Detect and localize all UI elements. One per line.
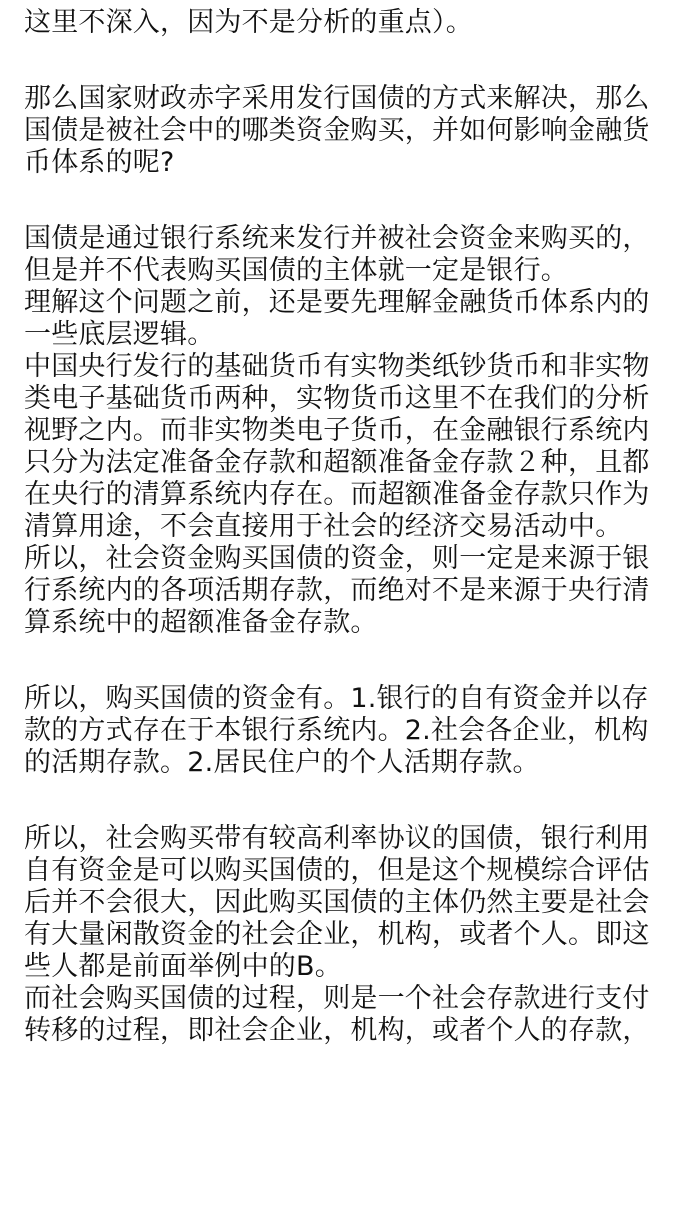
paragraph bbox=[24, 823, 687, 1047]
text-line: 只分为法定准备金存款和超额准备金存款２种，且都 bbox=[24, 447, 650, 478]
text-line: 那么国家财政赤字采用发行国债的方式来解决，那么 bbox=[24, 83, 650, 114]
text-line: 这里不深入，因为不是分析的重点）。 bbox=[24, 7, 473, 38]
text-line: 国债是通过银行系统来发行并被社会资金来购买的， bbox=[24, 223, 650, 254]
text-line: 清算用途，不会直接用于社会的经济交易活动中。 bbox=[24, 511, 623, 542]
text-line: 所以，社会资金购买国债的资金，则一定是来源于银 bbox=[24, 543, 650, 574]
text-line: 的活期存款。2.居民住户的个人活期存款。 bbox=[24, 747, 540, 778]
paragraph-gap bbox=[24, 39, 687, 83]
text-line: 转移的过程，即社会企业，机构，或者个人的存款， bbox=[24, 1015, 650, 1046]
paragraph bbox=[24, 7, 687, 39]
text-line: 中国央行发行的基础货币有实物类纸钞货币和非实物 bbox=[24, 351, 650, 382]
paragraph-gap bbox=[24, 779, 687, 823]
text-line: 但是并不代表购买国债的主体就一定是银行。 bbox=[24, 255, 568, 286]
text-line: 算系统中的超额准备金存款。 bbox=[24, 607, 378, 638]
paragraph bbox=[24, 683, 687, 779]
text-line: 后并不会很大，因此购买国债的主体仍然主要是社会 bbox=[24, 887, 650, 918]
text-line: 币体系的呢? bbox=[24, 147, 175, 178]
document-body bbox=[0, 7, 687, 1207]
paragraph bbox=[24, 223, 687, 639]
text-line: 视野之内。而非实物类电子货币，在金融银行系统内 bbox=[24, 415, 650, 446]
paragraph-gap bbox=[24, 639, 687, 683]
text-line: 在央行的清算系统内存在。而超额准备金存款只作为 bbox=[24, 479, 650, 510]
text-line: 国债是被社会中的哪类资金购买，并如何影响金融货 bbox=[24, 115, 650, 146]
text-line: 些人都是前面举例中的B。 bbox=[24, 951, 342, 982]
text-line: 所以，社会购买带有较高利率协议的国债，银行利用 bbox=[24, 823, 650, 854]
text-line: 而社会购买国债的过程，则是一个社会存款进行支付 bbox=[24, 983, 650, 1014]
paragraph-gap bbox=[24, 179, 687, 223]
text-line: 有大量闲散资金的社会企业，机构，或者个人。即这 bbox=[24, 919, 650, 950]
text-line: 款的方式存在于本银行系统内。2.社会各企业，机构 bbox=[24, 715, 649, 746]
text-line: 理解这个问题之前，还是要先理解金融货币体系内的 bbox=[24, 287, 650, 318]
text-line: 所以，购买国债的资金有。1.银行的自有资金并以存 bbox=[24, 683, 649, 714]
text-line: 行系统内的各项活期存款，而绝对不是来源于央行清 bbox=[24, 575, 650, 606]
text-line: 一些底层逻辑。 bbox=[24, 319, 215, 350]
text-line: 类电子基础货币两种，实物货币这里不在我们的分析 bbox=[24, 383, 650, 414]
text-line: 自有资金是可以购买国债的，但是这个规模综合评估 bbox=[24, 855, 650, 886]
paragraph bbox=[24, 83, 687, 179]
